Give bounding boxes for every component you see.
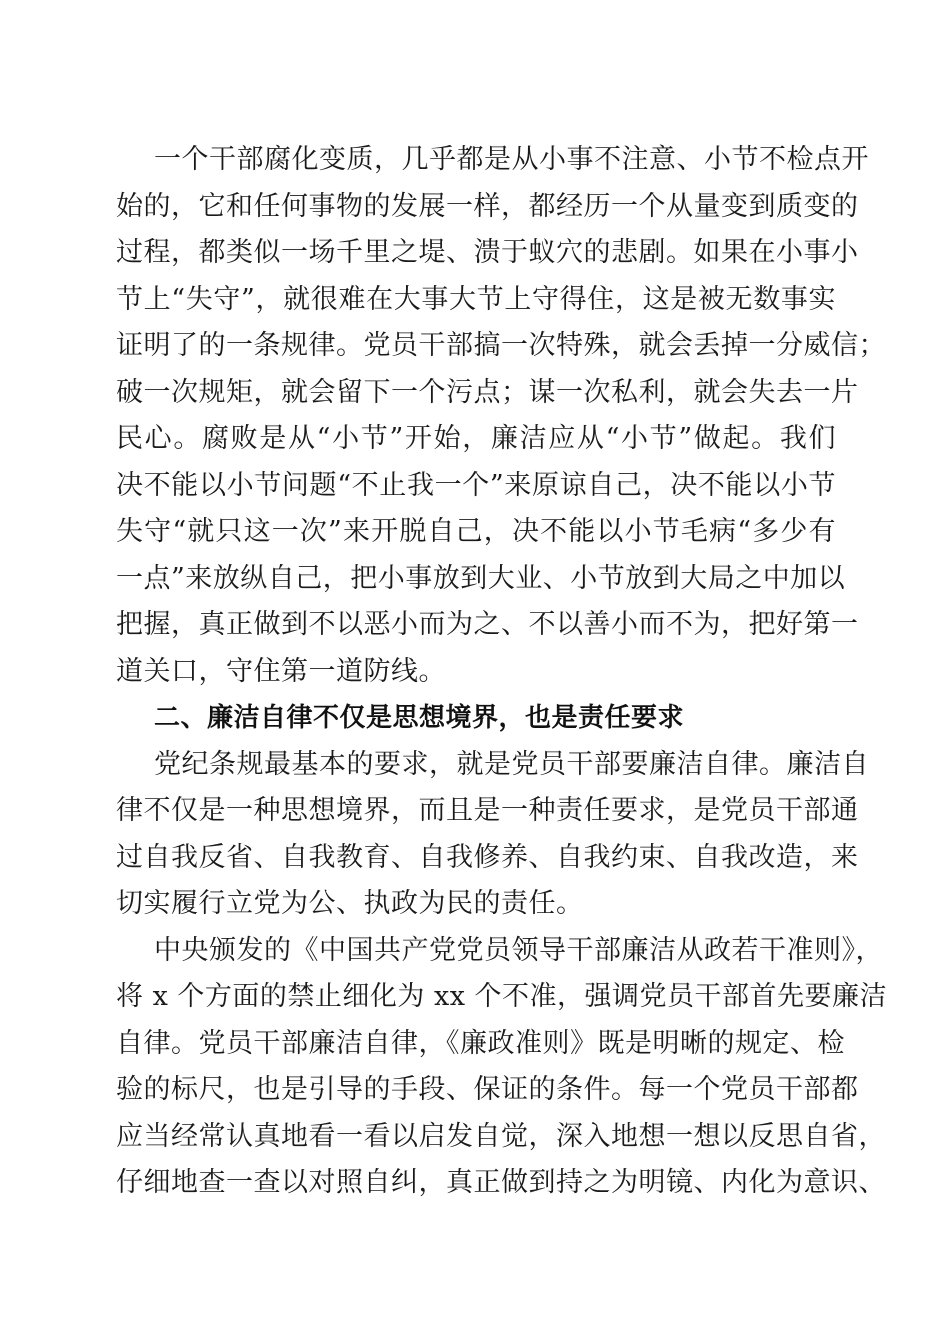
paragraph-corruption-small-matters: [116, 137, 886, 695]
text-line: 党纪条规最基本的要求，就是党员干部要廉洁自律。廉洁自: [154, 748, 869, 780]
text-line: 自律。党员干部廉洁自律，《廉政准则》既是明晰的规定、检: [116, 1027, 845, 1059]
text-line: 过自我反省、自我教育、自我修养、自我约束、自我改造，来: [116, 841, 859, 873]
text-line: 中央颁发的《中国共产党党员领导干部廉洁从政若干准则》，: [154, 934, 883, 966]
text-line: 道关口，守住第一道防线。: [116, 655, 446, 687]
section-heading: 二、廉洁自律不仅是思想境界，也是责任要求: [154, 703, 685, 733]
text-line: 决不能以小节问题“不止我一个”来原谅自己，决不能以小节: [116, 469, 836, 501]
text-line: 节上“失守”，就很难在大事大节上守得住，这是被无数事实: [116, 283, 836, 315]
text-line: 民心。腐败是从“小节”开始，廉洁应从“小节”做起。我们: [116, 423, 836, 454]
text-line: 切实履行立党为公、执政为民的责任。: [116, 888, 584, 919]
text-line: 始的，它和任何事物的发展一样，都经历一个从量变到质变的: [116, 190, 859, 222]
paragraph-integrity-guidelines: [116, 928, 888, 1207]
text-line: 应当经常认真地看一看以启发自觉，深入地想一想以反思自省，: [116, 1120, 886, 1152]
text-line: 一点”来放纵自己，把小事放到大业、小节放到大局之中加以: [116, 562, 846, 594]
document-body: [116, 137, 888, 1207]
text-line: 失守“就只这一次”来开脱自己，决不能以小节毛病“多少有: [116, 516, 836, 547]
text-line: 律不仅是一种思想境界，而且是一种责任要求，是党员干部通: [116, 795, 859, 826]
text-line: 破一次规矩，就会留下一个污点；谋一次私利，就会失去一片: [116, 376, 859, 408]
paragraph-self-discipline: [116, 742, 869, 928]
text-line: 证明了的一条规律。党员干部搞一次特殊，就会丢掉一分威信；: [116, 330, 886, 361]
text-line: 把握，真正做到不以恶小而为之、不以善小而不为，把好第一: [116, 609, 859, 640]
text-line: 过程，都类似一场千里之堤、溃于蚁穴的悲剧。如果在小事小: [116, 237, 859, 268]
text-line: 仔细地查一查以对照自纠，真正做到持之为明镜、内化为意识、: [116, 1167, 886, 1198]
text-line: 一个干部腐化变质，几乎都是从小事不注意、小节不检点开: [154, 144, 869, 175]
text-line: 验的标尺，也是引导的手段、保证的条件。每一个党员干部都: [116, 1074, 859, 1105]
text-line: 将 x 个方面的禁止细化为 xx 个不准，强调党员干部首先要廉洁: [116, 981, 888, 1012]
